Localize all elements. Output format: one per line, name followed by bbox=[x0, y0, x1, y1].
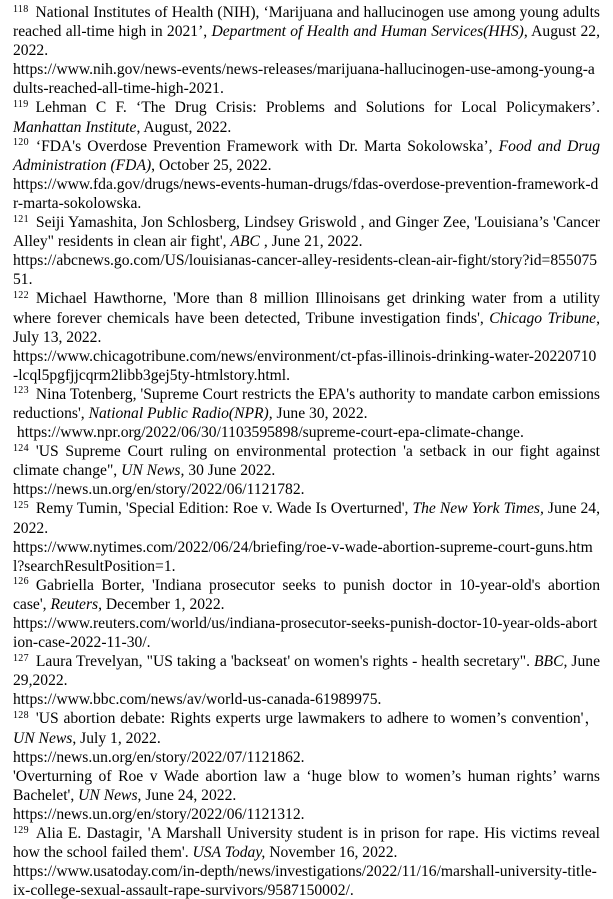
publication-name: UN News, bbox=[121, 462, 185, 480]
citation-text: National Institutes of Health (NIH), ‘Marijuana and hallucinogen use among young adults reached all-time high in 2021’, bbox=[13, 4, 600, 41]
citation-url: https://abcnews.go.com/US/louisianas-cancer-alley-residents-clean-air-fight/story?id=85507551. bbox=[13, 252, 598, 289]
citation-text: Nina Totenberg, 'Supreme Court restricts the EPA's authority to mandate carbon emissions reductions', bbox=[13, 385, 600, 422]
footnote-122 bbox=[13, 289, 600, 384]
publication-name: Food and Drug Administration (FDA) bbox=[13, 137, 600, 174]
citation-url: https://news.un.org/en/story/2022/07/1121862. bbox=[13, 748, 305, 766]
footnote-120 bbox=[13, 137, 600, 213]
citation-text: , July 13, 2022. bbox=[13, 309, 600, 346]
footnote-127 bbox=[13, 652, 600, 709]
citation-text: ‘FDA's Overdose Prevention Framework with Dr. Marta Sokolowska’, bbox=[35, 137, 499, 155]
citation-text: , June 24, 2022. bbox=[137, 786, 237, 804]
footnote-number: 126 bbox=[13, 576, 29, 588]
footnote-121 bbox=[13, 213, 600, 289]
citation-text: June 30, 2022. bbox=[272, 404, 368, 422]
citation-url: https://news.un.org/en/story/2022/06/1121312. bbox=[13, 805, 305, 823]
citation-url: https://news.un.org/en/story/2022/06/1121782. bbox=[13, 481, 305, 499]
citation-text: June 29,2022. bbox=[13, 653, 600, 690]
footnote-118 bbox=[13, 3, 600, 98]
citation-text: , October 25, 2022. bbox=[151, 156, 272, 174]
citation-text: 'Overturning of Roe v Wade abortion law a ‘huge blow to women’s human rights’ warns Bachelet', bbox=[13, 767, 600, 804]
citation-url: https://www.bbc.com/news/av/world-us-canada-61989975. bbox=[13, 691, 382, 709]
citation-url: https://www.reuters.com/world/us/indiana-prosecutor-seeks-punish-doctor-10-year-olds-abortion-case-2022-11-30/. bbox=[13, 615, 598, 652]
citation-text: , June 21, 2022. bbox=[259, 233, 363, 251]
citation-text: Alia E. Dastagir, 'A Marshall University student is in prison for rape. His victims reveal how the school failed them'. bbox=[13, 825, 600, 862]
citation-url: https://www.npr.org/2022/06/30/1103595898/supreme-court-epa-climate-change. bbox=[13, 424, 524, 442]
publication-name: National Public Radio(NPR), bbox=[88, 404, 273, 422]
publication-name: Department of Health and Human Services(HHS) bbox=[211, 23, 524, 41]
publication-name: ABC bbox=[230, 233, 260, 251]
publication-name: The New York Times, bbox=[412, 500, 544, 518]
publication-name: Reuters, bbox=[50, 595, 102, 613]
footnote-number: 118 bbox=[13, 3, 29, 15]
citation-text: , August, 2022. bbox=[136, 118, 232, 136]
citation-text: November 16, 2022. bbox=[265, 844, 398, 862]
citation-text: Gabriella Borter, 'Indiana prosecutor seeks to punish doctor in 10-year-old's abortion case', bbox=[13, 576, 600, 613]
footnote-number: 128 bbox=[13, 709, 29, 721]
footnote-126 bbox=[13, 576, 600, 652]
citation-url: https://www.nih.gov/news-events/news-releases/marijuana-hallucinogen-use-among-young-adults-reached-all-time-high-2021. bbox=[13, 61, 595, 98]
footnote-number: 119 bbox=[13, 98, 29, 110]
footnote-128 bbox=[13, 709, 600, 824]
footnote-number: 125 bbox=[13, 499, 29, 511]
footnote-number: 124 bbox=[13, 442, 29, 454]
citation-url: https://www.fda.gov/drugs/news-events-human-drugs/fdas-overdose-prevention-framework-dr-marta-sokolowska. bbox=[13, 175, 599, 212]
footnote-123 bbox=[13, 385, 600, 442]
citation-text: Lehman C F. ‘The Drug Crisis: Problems and Solutions for Local Policymakers’. bbox=[35, 99, 600, 117]
footnote-124 bbox=[13, 442, 600, 499]
footnote-number: 123 bbox=[13, 385, 29, 397]
publication-name: USA Today, bbox=[192, 844, 266, 862]
citation-text: , July 1, 2022. bbox=[72, 729, 161, 747]
citation-text: 30 June 2022. bbox=[184, 462, 276, 480]
footnote-number: 129 bbox=[13, 824, 29, 836]
citation-text: 'US abortion debate: Rights experts urge lawmakers to adhere to women’s convention'， bbox=[35, 710, 600, 728]
citation-text: Remy Tumin, 'Special Edition: Roe v. Wade Is Overturned', bbox=[35, 500, 413, 518]
citation-text: Michael Hawthorne, 'More than 8 million Illinoisans get drinking water from a utility where forever chemicals have been detected, Tribune investigation finds', bbox=[13, 290, 600, 327]
footnote-number: 120 bbox=[13, 137, 29, 149]
publication-name: Chicago Tribune bbox=[489, 309, 597, 327]
citation-text: Laura Trevelyan, "US taking a 'backseat' on women's rights - health secretary". bbox=[35, 653, 535, 671]
footnote-129 bbox=[13, 824, 600, 899]
citation-text: , August 22, 2022. bbox=[13, 23, 600, 60]
footnote-number: 127 bbox=[13, 652, 29, 664]
footnote-number: 122 bbox=[13, 289, 29, 301]
publication-name: Manhattan Institute bbox=[13, 118, 137, 136]
publication-name: BBC, bbox=[534, 653, 568, 671]
citation-text: June 24, 2022. bbox=[13, 500, 600, 537]
footnote-125 bbox=[13, 499, 600, 575]
footnote-119 bbox=[13, 98, 600, 136]
citation-url: https://www.chicagotribune.com/news/environment/ct-pfas-illinois-drinking-water-20220710-lcql5pgfjjcqrm2libb3gej5ty-htmlstory.html. bbox=[13, 347, 597, 384]
citation-text: December 1, 2022. bbox=[102, 595, 225, 613]
publication-name: UN News bbox=[78, 786, 138, 804]
footnote-list bbox=[13, 3, 600, 899]
footnote-number: 121 bbox=[13, 213, 29, 225]
publication-name: UN News bbox=[13, 729, 73, 747]
citation-text: Seiji Yamashita, Jon Schlosberg, Lindsey Griswold , and Ginger Zee, 'Louisiana’s 'Cancer Alley" residents in clean air fight', bbox=[13, 214, 600, 251]
citation-text: 'US Supreme Court ruling on environmental protection 'a setback in our fight against climate change", bbox=[13, 443, 600, 480]
citation-url: https://www.usatoday.com/in-depth/news/investigations/2022/11/16/marshall-university-title-ix-college-sexual-assault-rape-survivors/9587150002/. bbox=[13, 863, 597, 899]
citation-url: https://www.nytimes.com/2022/06/24/briefing/roe-v-wade-abortion-supreme-court-guns.html?searchResultPosition=1. bbox=[13, 538, 593, 575]
